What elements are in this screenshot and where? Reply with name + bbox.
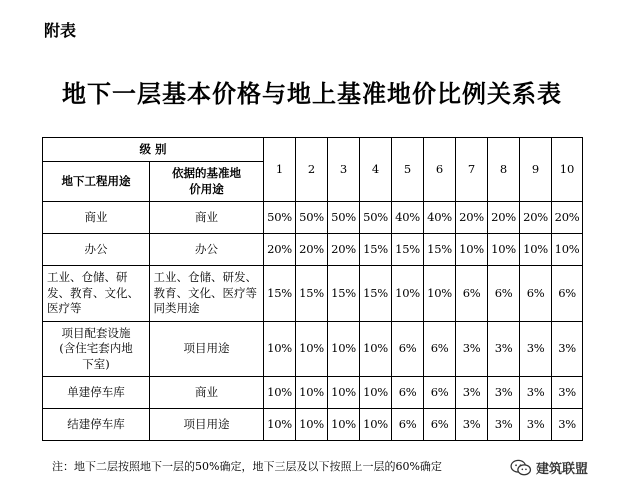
watermark <box>510 458 588 477</box>
level-cell: 10 <box>552 138 583 202</box>
value-cell: 10% <box>360 322 392 377</box>
value-cell: 10% <box>360 409 392 441</box>
wechat-icon <box>510 459 532 477</box>
value-cell: 6% <box>392 322 424 377</box>
value-cell: 50% <box>328 202 360 234</box>
use-cell: 商业 <box>43 202 150 234</box>
value-cell: 6% <box>392 409 424 441</box>
table-header-row <box>43 138 583 162</box>
value-cell: 20% <box>488 202 520 234</box>
level-cell: 2 <box>296 138 328 202</box>
value-cell: 6% <box>552 266 583 322</box>
value-cell: 15% <box>360 266 392 322</box>
value-cell: 20% <box>296 234 328 266</box>
value-cell: 10% <box>424 266 456 322</box>
value-cell: 50% <box>264 202 296 234</box>
value-cell: 3% <box>520 377 552 409</box>
value-cell: 15% <box>392 234 424 266</box>
use-cell: 办公 <box>43 234 150 266</box>
value-cell: 10% <box>488 234 520 266</box>
table-row <box>43 409 583 441</box>
value-cell: 3% <box>552 322 583 377</box>
value-cell: 6% <box>424 377 456 409</box>
value-cell: 10% <box>296 377 328 409</box>
value-cell: 3% <box>488 322 520 377</box>
table-row <box>43 234 583 266</box>
value-cell: 3% <box>488 377 520 409</box>
value-cell: 3% <box>552 409 583 441</box>
level-cell: 3 <box>328 138 360 202</box>
value-cell: 10% <box>328 409 360 441</box>
value-cell: 10% <box>360 377 392 409</box>
basis-cell: 项目用途 <box>150 409 264 441</box>
value-cell: 10% <box>456 234 488 266</box>
value-cell: 6% <box>392 377 424 409</box>
level-cell: 6 <box>424 138 456 202</box>
basis-cell <box>150 266 264 322</box>
value-cell: 40% <box>424 202 456 234</box>
basis-cell: 商业 <box>150 377 264 409</box>
value-cell: 6% <box>424 322 456 377</box>
basis-cell: 办公 <box>150 234 264 266</box>
table-row <box>43 202 583 234</box>
value-cell: 15% <box>328 266 360 322</box>
value-cell: 10% <box>264 377 296 409</box>
value-cell: 15% <box>424 234 456 266</box>
use-cell: 单建停车库 <box>43 377 150 409</box>
value-cell: 10% <box>296 322 328 377</box>
value-cell: 3% <box>456 322 488 377</box>
page-title: 地下一层基本价格与地上基准地价比例关系表 <box>62 79 562 108</box>
level-header: 级 别 <box>43 138 264 162</box>
footnote: 注：地下二层按照地下一层的50%确定，地下三层及以下按照上一层的60%确定 <box>52 460 442 473</box>
value-cell: 6% <box>520 266 552 322</box>
level-cell: 9 <box>520 138 552 202</box>
level-cell: 7 <box>456 138 488 202</box>
use-cell-text: 工业、仓储、研发、教育、文化、医疗等 <box>47 270 139 316</box>
basis-column-header-text: 依据的基准地价用途 <box>172 165 241 196</box>
value-cell: 15% <box>264 266 296 322</box>
table-row <box>43 377 583 409</box>
value-cell: 50% <box>360 202 392 234</box>
level-cell: 8 <box>488 138 520 202</box>
basis-column-header <box>150 162 264 202</box>
ratio-table <box>42 137 583 441</box>
level-cell: 5 <box>392 138 424 202</box>
value-cell: 3% <box>456 409 488 441</box>
level-cell: 4 <box>360 138 392 202</box>
value-cell: 20% <box>456 202 488 234</box>
value-cell: 10% <box>264 409 296 441</box>
value-cell: 20% <box>520 202 552 234</box>
value-cell: 10% <box>264 322 296 377</box>
value-cell: 10% <box>296 409 328 441</box>
value-cell: 10% <box>520 234 552 266</box>
value-cell: 3% <box>488 409 520 441</box>
use-cell: 结建停车库 <box>43 409 150 441</box>
use-cell <box>43 322 150 377</box>
value-cell: 6% <box>456 266 488 322</box>
value-cell: 6% <box>424 409 456 441</box>
value-cell: 3% <box>552 377 583 409</box>
use-column-header: 地下工程用途 <box>43 162 150 202</box>
value-cell: 15% <box>360 234 392 266</box>
value-cell: 10% <box>392 266 424 322</box>
value-cell: 3% <box>520 409 552 441</box>
value-cell: 20% <box>264 234 296 266</box>
value-cell: 10% <box>328 377 360 409</box>
table-row <box>43 266 583 322</box>
basis-cell: 商业 <box>150 202 264 234</box>
value-cell: 20% <box>552 202 583 234</box>
value-cell: 50% <box>296 202 328 234</box>
value-cell: 3% <box>456 377 488 409</box>
value-cell: 10% <box>552 234 583 266</box>
value-cell: 3% <box>520 322 552 377</box>
table-row <box>43 322 583 377</box>
level-cell: 1 <box>264 138 296 202</box>
annex-label: 附表 <box>44 21 77 40</box>
basis-cell: 项目用途 <box>150 322 264 377</box>
value-cell: 10% <box>328 322 360 377</box>
value-cell: 40% <box>392 202 424 234</box>
basis-cell-text: 工业、仓储、研发、教育、文化、医疗等同类用途 <box>153 270 257 316</box>
use-cell <box>43 266 150 322</box>
watermark-text: 建筑联盟 <box>536 462 589 477</box>
value-cell: 15% <box>296 266 328 322</box>
use-cell-text: 项目配套设施(含住宅套内地下室) <box>59 325 133 371</box>
value-cell: 20% <box>328 234 360 266</box>
value-cell: 6% <box>488 266 520 322</box>
